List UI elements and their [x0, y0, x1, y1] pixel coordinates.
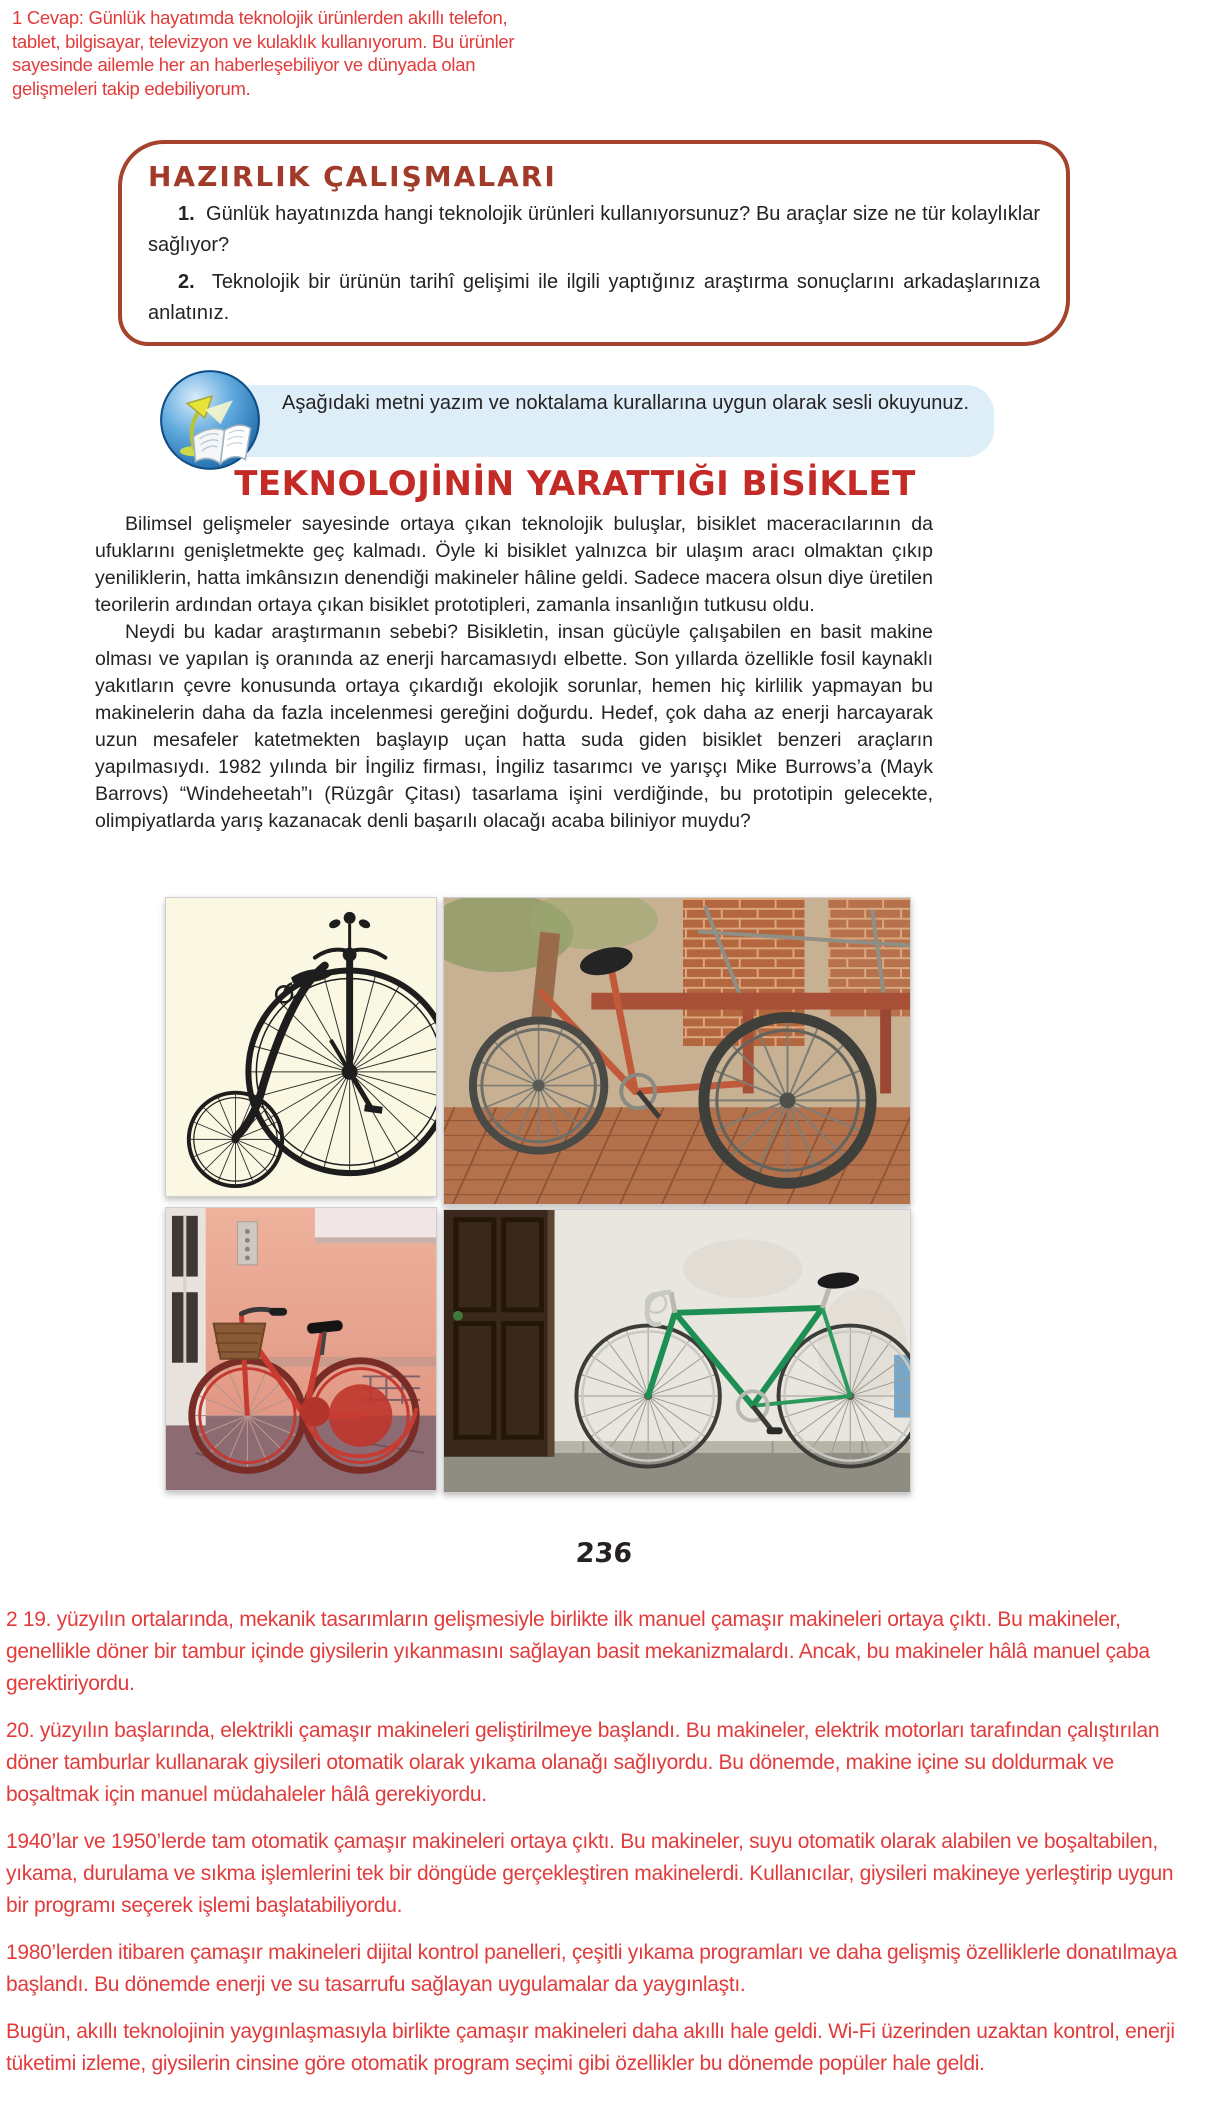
reading-title: TEKNOLOJİNİN YARATTIĞI BİSİKLET [234, 464, 916, 504]
answer-1-text: 1 Cevap: Günlük hayatımda teknolojik ürünlerden akıllı telefon, tablet, bilgisayar, televizyon ve kulaklık kullanıyorum. Bu ürünler sayesinde ailemle her an haberleşebiliyor ve dünyada olan gelişmeleri takip edebiliyorum. [12, 7, 515, 99]
answer-paragraph-3: 1940’lar ve 1950’lerde tam otomatik çamaşır makineleri ortaya çıktı. Bu makineler, suyu otomatik olarak alabilen ve boşaltabilen, yıkama, durulama ve sıkma işlemlerini tek bir döngüde gerçekleştiren makinelerdi. Kullanıcılar, giysileri makineye yerleştirip uygun bir programı seçerek işlemi başlatabiliyordu. [6, 1830, 1174, 1917]
answer-paragraph-1: 2 19. yüzyılın ortalarında, mekanik tasarımların gelişmesiyle birlikte ilk manuel çamaşır makineleri ortaya çıktı. Bu makineler, genellikle döner bir tambur içinde giysilerin yıkanmasını sağlayan basit mekanizmalardı. Ancak, bu makineler hâlâ manuel çaba gerektiriyordu. [6, 1608, 1150, 1695]
prep-item-1 [148, 199, 1040, 261]
page-number: 236 [574, 1538, 634, 1569]
prep-box [118, 140, 1070, 346]
prep-box-title: HAZIRLIK ÇALIŞMALARI [148, 160, 557, 193]
answer-paragraph-2: 20. yüzyılın başlarında, elektrikli çamaşır makineleri geliştirilmeye başlandı. Bu makineler, elektrik motorları tarafından çalıştırılan döner tamburlar kullanarak giysileri otomatik olarak yıkama olanağı sağlıyordu. Bu dönemde, makine içine su doldurmak ve boşaltmak için manuel müdahaleler hâlâ gerekiyordu. [6, 1719, 1160, 1806]
photo-red-bicycle [165, 1207, 437, 1491]
reading-paragraph-1: Bilimsel gelişmeler sayesinde ortaya çıkan teknolojik buluşlar, bisiklet maceracılarının da ufuklarını genişletmekte geç kalmadı. Öyle ki bisiklet yalnızca bir ulaşım aracı olmaktan çıkıp yeniliklerin, hatta imkânsızın denendiği makineler hâline geldi. Sadece macera olsun diye üretilen teorilerin ardından ortaya çıkan bisiklet prototipleri, zamanla insanlığın tutkusu oldu. [95, 513, 933, 616]
prep-item-2-text: Teknolojik bir ürünün tarihî gelişimi ile ilgili yaptığınız araştırma sonuçlarını arkadaşlarınıza anlatınız. [148, 271, 1040, 324]
reading-paragraph-2: Neydi bu kadar araştırmanın sebebi? Bisikletin, insan gücüyle çalışabilen en basit makine olması ve yapılan iş oranında az enerji harcamasıydı elbette. Son yıllarda özellikle fosil kaynaklı yakıtların çevre konusunda ortaya çıkardığı ekolojik sorunlar, hemen hiç kirlilik yapmayan bu makinelerin daha da fazla incelenmesi gereğini doğurdu. Hedef, çok daha az enerji harcayarak uzun mesafeler katetmekten başlayıp uçan hatta suda giden bisiklet benzeri araçların yapılmasıydı. 1982 yılında bir İngiliz firması, İngiliz tasarımcı ve yarışçı Mike Burrows’a (Mayk Barrovs) “Windeheetah”ı (Rüzgâr Çitası) tasarlama işini verdiğinde, bu prototipin gelecekte, olimpiyatlarda yarış kazanacak denli başarılı olacağı acaba biliniyor muydu? [95, 621, 933, 832]
photo-green-bicycle [443, 1209, 911, 1493]
answer-2-block [6, 1604, 1200, 2095]
reading-body [95, 511, 933, 835]
prep-item-1-number: 1. [178, 203, 195, 225]
prep-item-1-text: Günlük hayatınızda hangi teknolojik ürünleri kullanıyorsunuz? Bu araçlar size ne tür kolaylıklar sağlıyor? [148, 203, 1040, 256]
photo-penny-farthing [165, 897, 437, 1197]
answer-paragraph-5: Bugün, akıllı teknolojinin yaygınlaşmasıyla birlikte çamaşır makineleri daha akıllı hale geldi. Wi-Fi üzerinden uzaktan kontrol, enerji tüketimi izleme, giysilerin cinsine göre otomatik program seçimi gibi özellikler bu dönemde popüler hale geldi. [6, 2020, 1175, 2075]
answer-paragraph-4: 1980’lerden itibaren çamaşır makineleri dijital kontrol panelleri, çeşitli yıkama programları ve daha gelişmiş özelliklerle donatılmaya başlandı. Bu dönemde enerji ve su tasarrufu sağlayan uygulamalar da yaygınlaştı. [6, 1941, 1178, 1996]
lamp-book-icon [158, 368, 262, 472]
instruction-band [226, 385, 994, 457]
prep-item-2-number: 2. [178, 271, 195, 293]
instruction-text: Aşağıdaki metni yazım ve noktalama kurallarına uygun olarak sesli okuyunuz. [282, 392, 970, 414]
photo-grid [165, 897, 911, 1497]
prep-item-2 [148, 267, 1040, 329]
photo-cargo-tricycle [443, 897, 911, 1205]
